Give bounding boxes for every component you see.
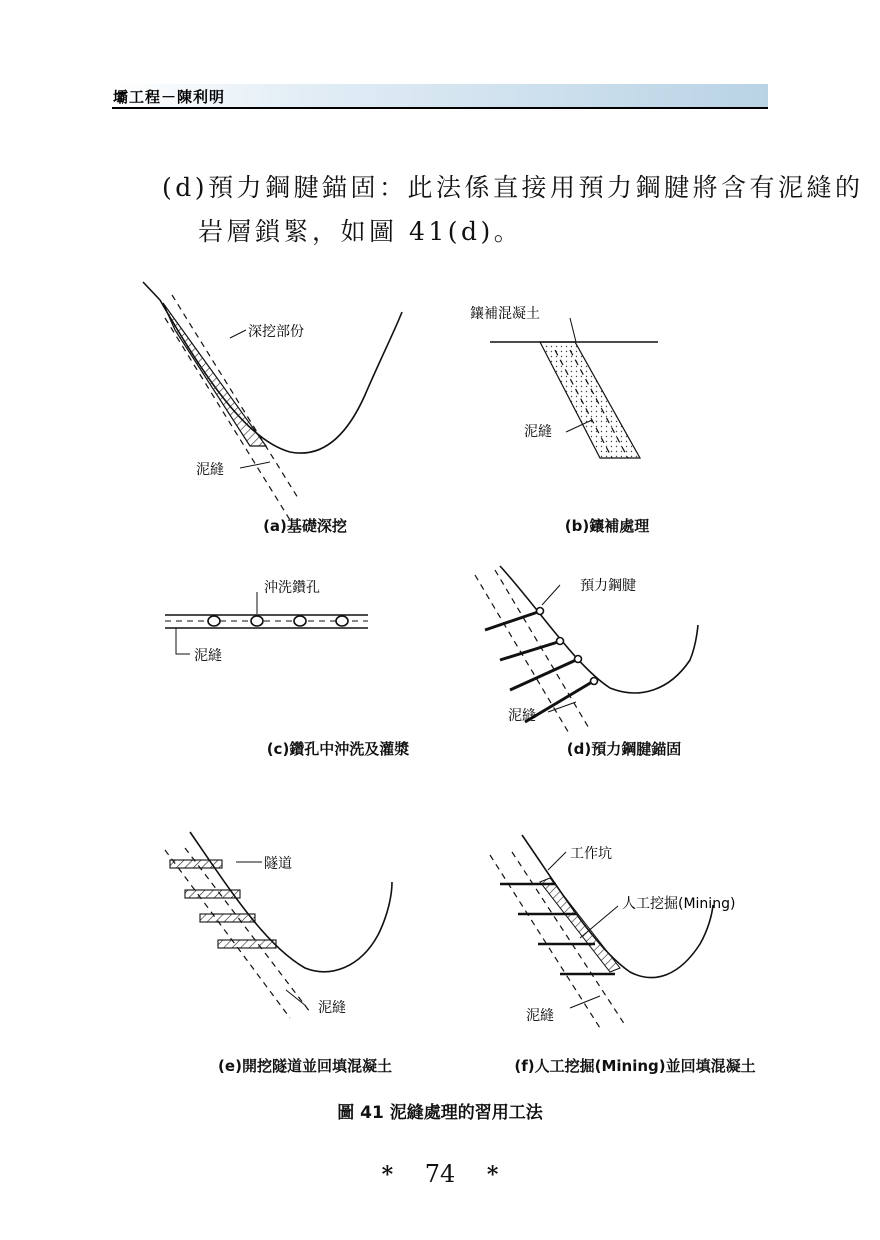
panel-e-label-tunnel: 隧道 [264, 856, 292, 872]
panel-b-diagram [490, 318, 658, 458]
panel-d-label-tendon: 預力鋼腱 [580, 578, 636, 594]
panel-a-label-seam: 泥縫 [196, 462, 224, 478]
body-text-line-2: 岩層鎖緊，如圖 41(d)。 [198, 217, 523, 246]
panel-f-label-mining: 人工挖掘(Mining) [622, 896, 736, 912]
panel-a-diagram [143, 282, 402, 520]
panel-f-label-work-pit: 工作坑 [570, 846, 612, 862]
panel-e-caption: (e)開挖隧道並回填混凝土 [218, 1057, 392, 1075]
running-header: 壩工程－陳利明 [113, 88, 226, 106]
panel-f-caption: (f)人工挖掘(Mining)並回填混凝土 [514, 1057, 756, 1075]
page-number: 74 [424, 1160, 456, 1188]
panel-a-caption: (a)基礎深挖 [263, 517, 347, 535]
panel-c-label-seam: 泥縫 [194, 648, 222, 664]
footer-left-mark: * [381, 1162, 394, 1188]
panel-a-label-deep-excavation: 深挖部份 [248, 324, 304, 340]
figure-title: 圖 41 泥縫處理的習用工法 [337, 1103, 543, 1123]
panel-c-label-flush-hole: 沖洗鑽孔 [264, 580, 320, 596]
panel-b-caption: (b)鑲補處理 [564, 517, 650, 535]
panel-d-caption: (d)預力鋼腱錨固 [566, 740, 682, 758]
panel-c-diagram [165, 592, 368, 654]
body-text-line-1: (d)預力鋼腱錨固：此法係直接用預力鋼腱將含有泥縫的 [162, 173, 864, 202]
panel-e-label-seam: 泥縫 [318, 1000, 346, 1016]
panel-b-label-seam: 泥縫 [524, 424, 552, 440]
footer-right-mark: * [486, 1162, 499, 1188]
page-footer [382, 1160, 499, 1188]
panel-f-diagram [490, 835, 713, 1028]
panel-d-label-seam: 泥縫 [508, 708, 536, 724]
panel-f-label-seam: 泥縫 [526, 1008, 554, 1024]
panel-c-caption: (c)鑽孔中沖洗及灌漿 [266, 740, 410, 758]
panel-b-label-patch-concrete: 鑲補混凝土 [470, 306, 540, 322]
